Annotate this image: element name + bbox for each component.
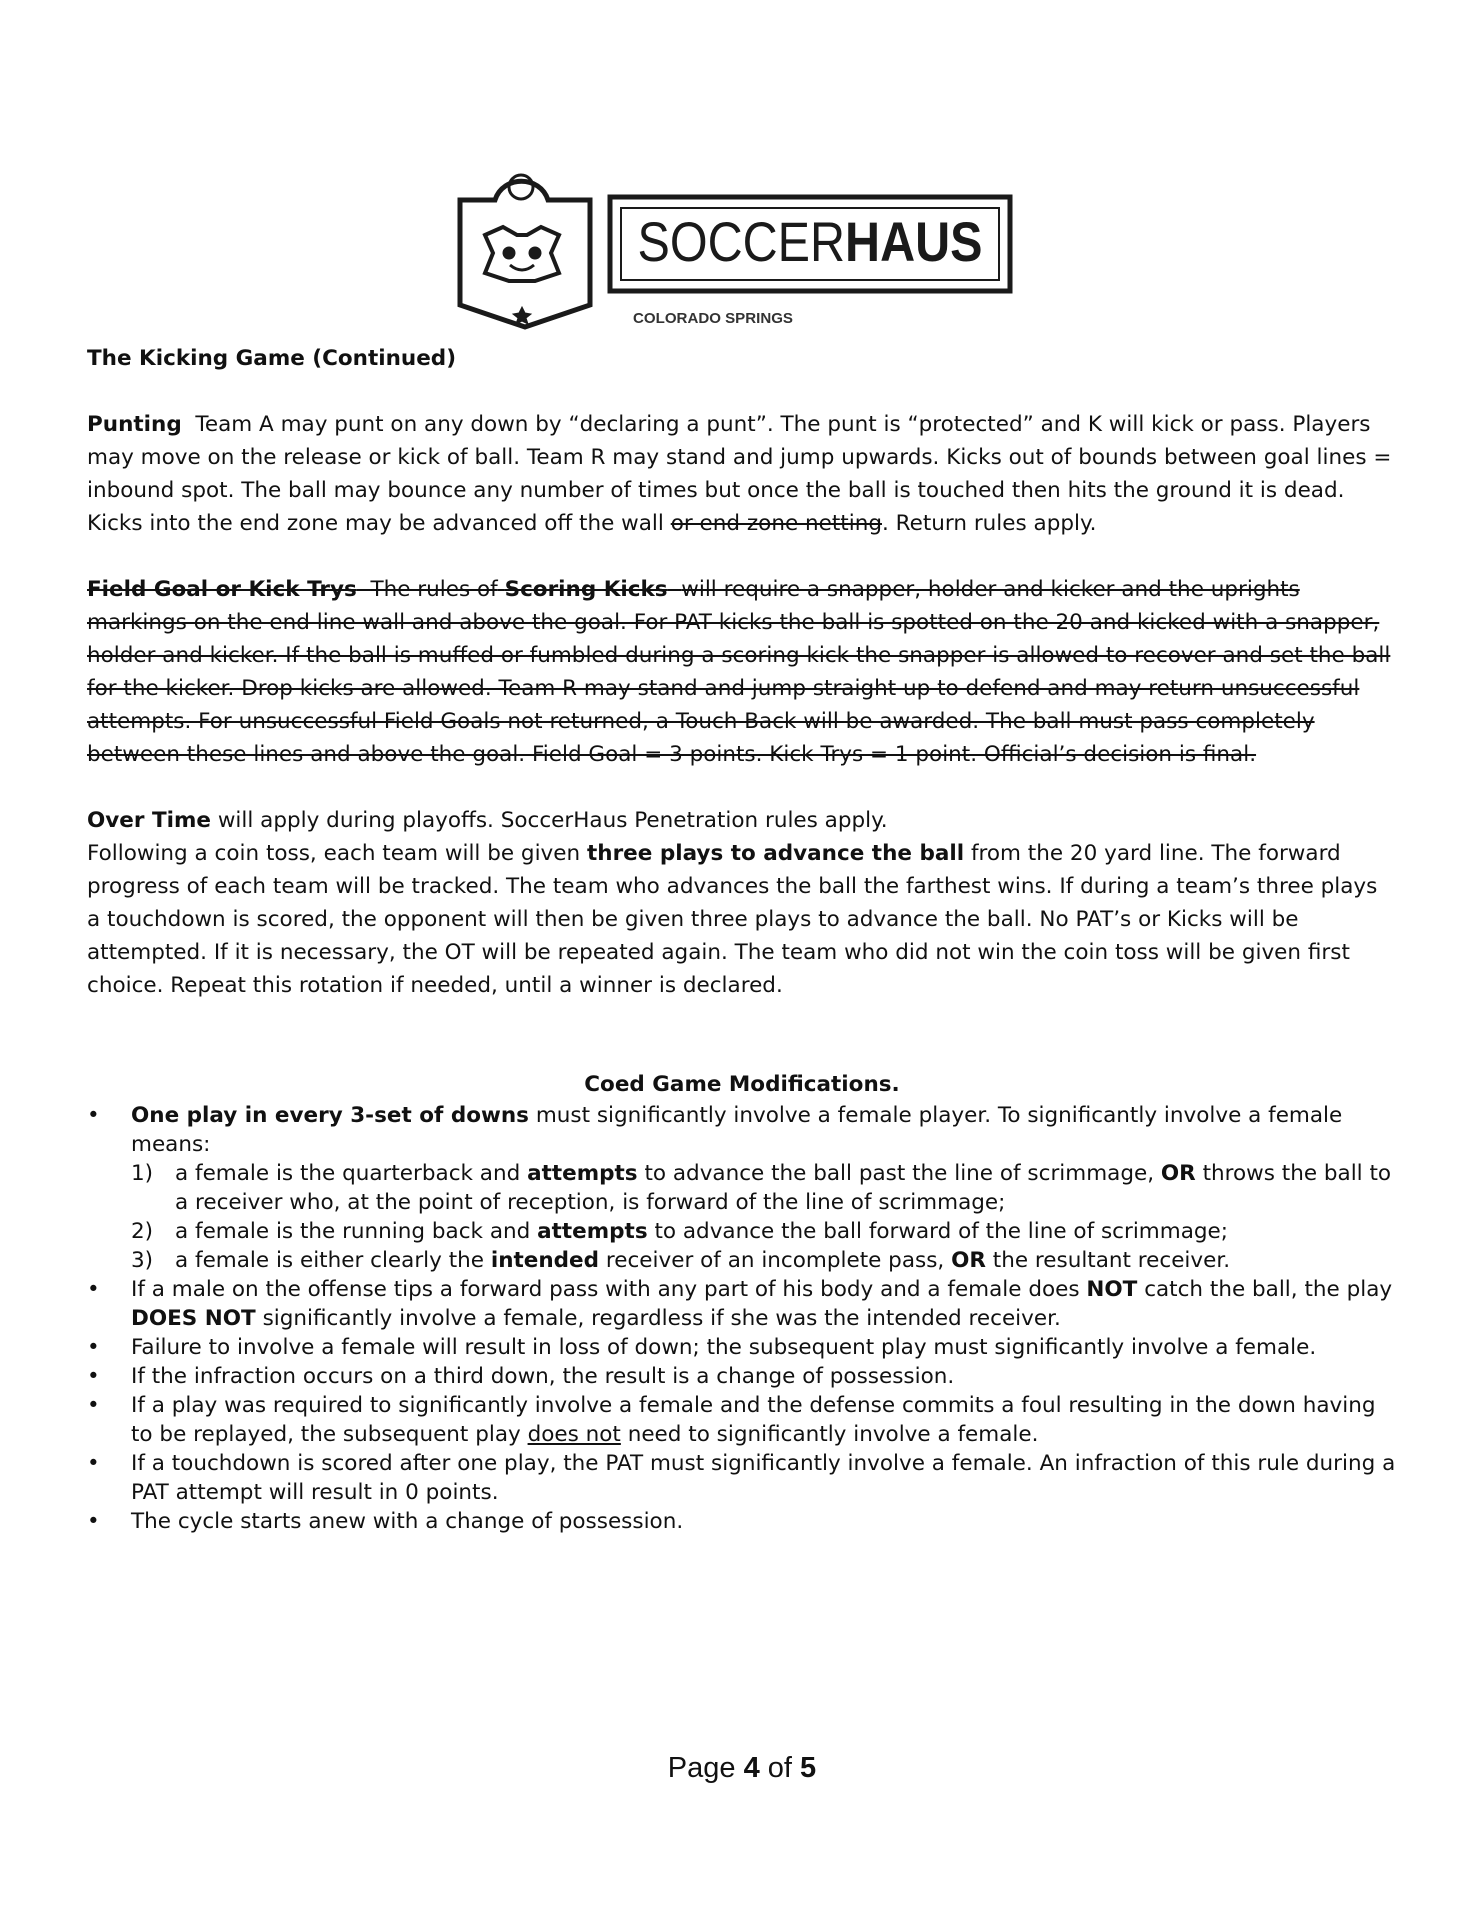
sub-list-item: 2) a female is the running back and attempts to advance the ball forward of the line of scrimmage;: [131, 1219, 1228, 1244]
coed-rules-list: [87, 1101, 1397, 1536]
list-item: • If a male on the offense tips a forward pass with any part of his body and a female does NOT catch the ball, the play DOES NOT significantly involve a female, regardless if she was the intended receiver.: [87, 1275, 1397, 1333]
list-item: • The cycle starts anew with a change of possession.: [87, 1507, 1397, 1536]
punting-label: Punting: [87, 412, 182, 437]
page-number: Page 4 of 5: [667, 1752, 817, 1784]
sub-list: [131, 1159, 1397, 1275]
punting-paragraph: Punting Team A may punt on any down by “declaring a punt”. The punt is “protected” and K will kick or pass. Players may move on the release or kick of ball. Team R may stand and jump upwards. Kicks out of bounds between goal lines = inbound spot. The ball may bounce any number of times but once the ball is touched then hits the ground it is dead. Kicks into the end zone may be advanced off the wall or end zone netting. Return rules apply.: [87, 412, 1392, 536]
field-goal-label: Field Goal or Kick Trys: [87, 577, 357, 602]
document-body: [87, 342, 1397, 1536]
logo-wordmark: SOCCERHAUS: [637, 210, 1004, 273]
boar-shield-icon: [460, 175, 590, 327]
sub-list-item: 3) a female is either clearly the intended receiver of an incomplete pass, OR the resultant receiver.: [131, 1248, 1231, 1273]
overtime-label: Over Time: [87, 808, 211, 833]
field-goal-paragraph: Field Goal or Kick Trys The rules of Scoring Kicks will require a snapper, holder and kicker and the uprights markings on the end line wall and above the goal. For PAT kicks the ball is spotted on the 20 and kicked with a snapper, holder and kicker. If the ball is muffed or fumbled during a scoring kick the snapper is allowed to recover and set the ball for the kicker. Drop kicks are allowed. Team R may stand and jump straight up to defend and may return unsuccessful attempts. For unsuccessful Field Goals not returned, a Touch Back will be awarded. The ball must pass completely between these lines and above the goal. Field Goal = 3 points. Kick Trys = 1 point. Official’s decision is final.: [87, 577, 1391, 767]
coed-title: Coed Game Modifications.: [584, 1072, 900, 1097]
list-item: • Failure to involve a female will result in loss of down; the subsequent play must significantly involve a female.: [87, 1333, 1397, 1362]
overtime-paragraph: Over Time will apply during playoffs. SoccerHaus Penetration rules apply. Following a coin toss, each team will be given three plays to advance the ball from the 20 yard line. The forward progress of each team will be tracked. The team who advances the ball the farthest wins. If during a team’s three plays a touchdown is scored, the opponent will then be given three plays to advance the ball. No PAT’s or Kicks will be attempted. If it is necessary, the OT will be repeated again. The team who did not win the coin toss will be given first choice. Repeat this rotation if needed, until a winner is declared.: [87, 808, 1378, 998]
list-item: • If a play was required to significantly involve a female and the defense commits a foul resulting in the down having to be replayed, the subsequent play does not need to significantly involve a female.: [87, 1391, 1397, 1449]
list-item: • If a touchdown is scored after one play, the PAT must significantly involve a female. An infraction of this rule during a PAT attempt will result in 0 points.: [87, 1449, 1397, 1507]
list-item: • One play in every 3-set of downs must significantly involve a female player. To significantly involve a female means: 1) a female is the quarterback and attempts to advance the ball past the line of scrimmage, OR throws the ball to a receiver who, at the point of reception, is forward of the line of scrimmage; 2) a female is the running back and attempts to advance the ball forward of the line of scrimmage; 3) a female is either clearly the intended receiver of an incomplete pass, OR the resultant receiver.: [87, 1101, 1397, 1275]
soccerhaus-logo: [455, 165, 1015, 330]
sub-list-item: 1) a female is the quarterback and attempts to advance the ball past the line of scrimmage, OR throws the ball to a receiver who, at the point of reception, is forward of the line of scrimmage;: [131, 1161, 1392, 1215]
struck-text: or end zone netting: [670, 511, 882, 536]
list-item: • If the infraction occurs on a third down, the result is a change of possession.: [87, 1362, 1397, 1391]
section-heading: The Kicking Game (Continued): [87, 346, 457, 371]
logo-location: COLORADO SPRINGS: [633, 310, 793, 327]
